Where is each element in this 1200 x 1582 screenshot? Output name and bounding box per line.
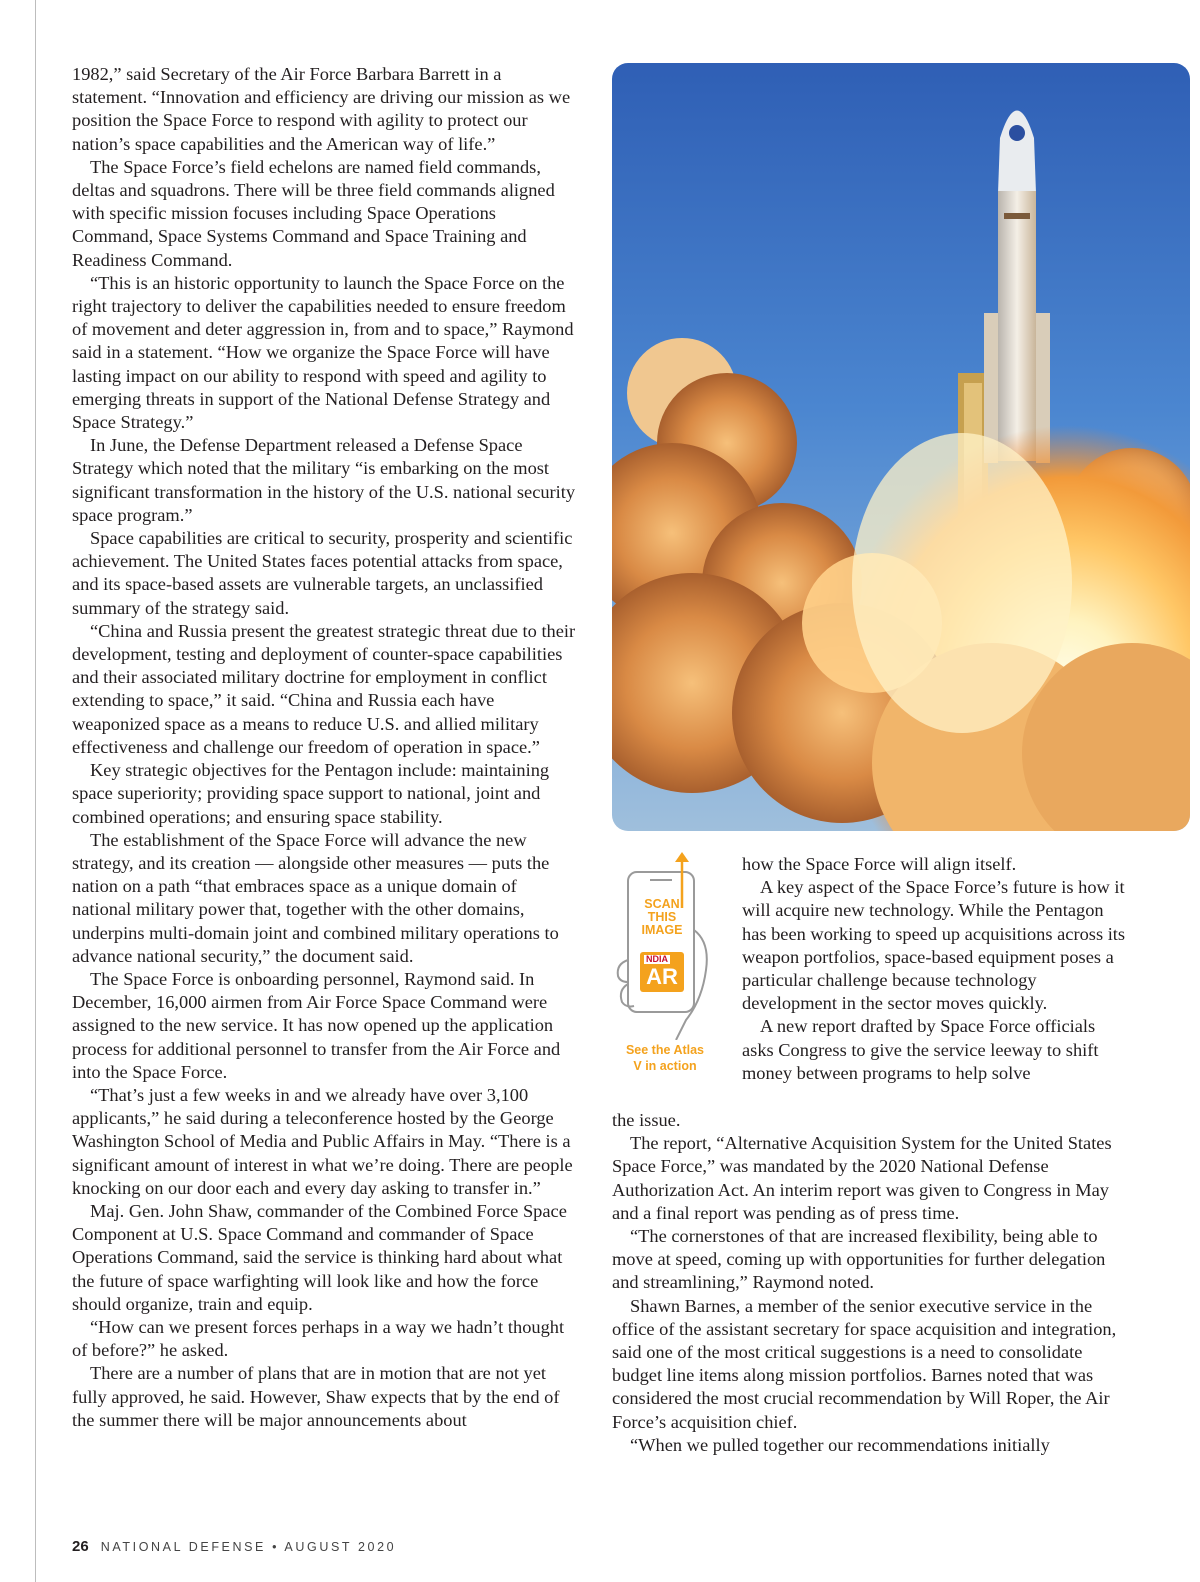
ar-scan-label: SCAN THIS IMAGE	[641, 897, 683, 937]
phone-hand-icon	[606, 850, 724, 1040]
ndia-logo: NDIA	[646, 954, 668, 964]
paragraph: The report, “Alternative Acquisition System for the United States Space Force,” was mandated by the 2020 National Defense Authorization Act. An interim report was given to Congress in May and a final report was pending as of press time.	[612, 1133, 1112, 1223]
paragraph: “That’s just a few weeks in and we already have over 3,100 applicants,” he said during a teleconference hosted by the George Washington School of Media and Public Affairs in May. “There is a significant amount of interest in what we’re doing. There are people knocking on our door each and every day asking to transfer in.”	[72, 1084, 573, 1198]
paragraph: how the Space Force will align itself.	[742, 854, 1017, 874]
paragraph: “How can we present forces perhaps in a way we hadn’t thought of before?” he asked.	[72, 1316, 565, 1361]
paragraph: Space capabilities are critical to security, prosperity and scientific achievement. The United States faces potential attacks from space, and its space-based assets are vulnerable targets, an unclassified summary of the strategy said.	[72, 528, 573, 618]
paragraph: the issue.	[612, 1110, 681, 1130]
ar-scan-promo[interactable]	[606, 850, 724, 1100]
publication-line: NATIONAL DEFENSE • AUGUST 2020	[100, 1540, 397, 1554]
paragraph: Key strategic objectives for the Pentagon include: maintaining space superiority; providing space support to national, joint and combined operations; and ensuring space stability.	[72, 760, 550, 827]
paragraph: “This is an historic opportunity to launch the Space Force on the right trajectory to deliver the capabilities needed to ensure freedom of movement and deter aggression in, from and to space,” Raymond said in a statement. “How we organize the Space Force will have lasting impact on our ability to respond with speed and agility to emerging threats in support of the National Defense Strategy and Space Strategy.”	[72, 272, 574, 433]
paragraph: The Space Force’s field echelons are named field commands, deltas and squadrons. There will be three field commands aligned with specific mission focuses including Space Operations Command, Space Systems Command and Space Training and Readiness Command.	[72, 156, 555, 270]
paragraph: Shawn Barnes, a member of the senior executive service in the office of the assistant secretary for space acquisition and integration, said one of the most critical suggestions is a need to consolidate budget line items along mission portfolios. Barnes noted that was considered the most crucial recommendation by Will Roper, the Air Force’s acquisition chief.	[612, 1295, 1117, 1432]
paragraph: The establishment of the Space Force will advance the new strategy, and its creation — alongside other measures — puts the nation on a path “that embraces space as a unique domain of national military power that, together with the other domains, underpins multi-domain joint and combined military operations to advance national security,” the document said.	[72, 829, 559, 966]
article-left-column	[72, 63, 580, 1432]
paragraph: 1982,” said Secretary of the Air Force Barbara Barrett in a statement. “Innovation and efficiency are driving our mission as we position the Space Force to respond with agility to protect our nation’s space capabilities and the American way of life.”	[72, 64, 571, 154]
page-footer	[72, 1538, 396, 1555]
paragraph: In June, the Defense Department released a Defense Space Strategy which noted that the military “is embarking on the most significant transformation in the history of the U.S. national security space program.”	[72, 435, 576, 525]
page-number: 26	[72, 1538, 89, 1555]
article-right-column-top	[742, 853, 1128, 1085]
ar-badge	[640, 952, 684, 992]
page-margin-rule	[35, 0, 36, 1582]
paragraph: “The cornerstones of that are increased flexibility, being able to move at speed, coming up with opportunities for further delegation and streamlining,” Raymond noted.	[612, 1226, 1106, 1293]
rocket-launch-photo	[612, 63, 1190, 831]
ar-caption: See the Atlas V in action	[625, 1043, 705, 1073]
paragraph: There are a number of plans that are in motion that are not yet fully approved, he said. However, Shaw expects that by the end of the summer there will be major announcements about	[72, 1363, 560, 1430]
ar-badge-label: AR	[646, 964, 678, 989]
article-right-column-bottom	[612, 1109, 1128, 1457]
paragraph: Maj. Gen. John Shaw, commander of the Combined Force Space Component at U.S. Space Command and commander of Space Operations Command, said the service is thinking hard about what the future of space warfighting will look like and how the force should organize, train and equip.	[72, 1200, 567, 1314]
paragraph: The Space Force is onboarding personnel, Raymond said. In December, 16,000 airmen from Air Force Space Command were assigned to the new service. It has now opened up the application process for additional personnel to transfer from the Air Force and into the Space Force.	[72, 968, 561, 1082]
paragraph: A new report drafted by Space Force officials asks Congress to give the service leeway to shift money between programs to help solve	[742, 1016, 1099, 1083]
paragraph: “China and Russia present the greatest strategic threat due to their development, testing and deployment of counter-space capabilities and their associated military doctrine for employment in conflict extending to space,” it said. “China and Russia each have weaponized space as a means to reduce U.S. and allied military effectiveness and challenge our freedom of operation in space.”	[72, 620, 576, 757]
paragraph: A key aspect of the Space Force’s future is how it will acquire new technology. While the Pentagon has been working to speed up acquisitions across its weapon portfolios, space-based equipment poses a particular challenge because technology development in the sector moves quickly.	[742, 877, 1126, 1014]
paragraph: “When we pulled together our recommendations initially	[630, 1434, 1050, 1455]
